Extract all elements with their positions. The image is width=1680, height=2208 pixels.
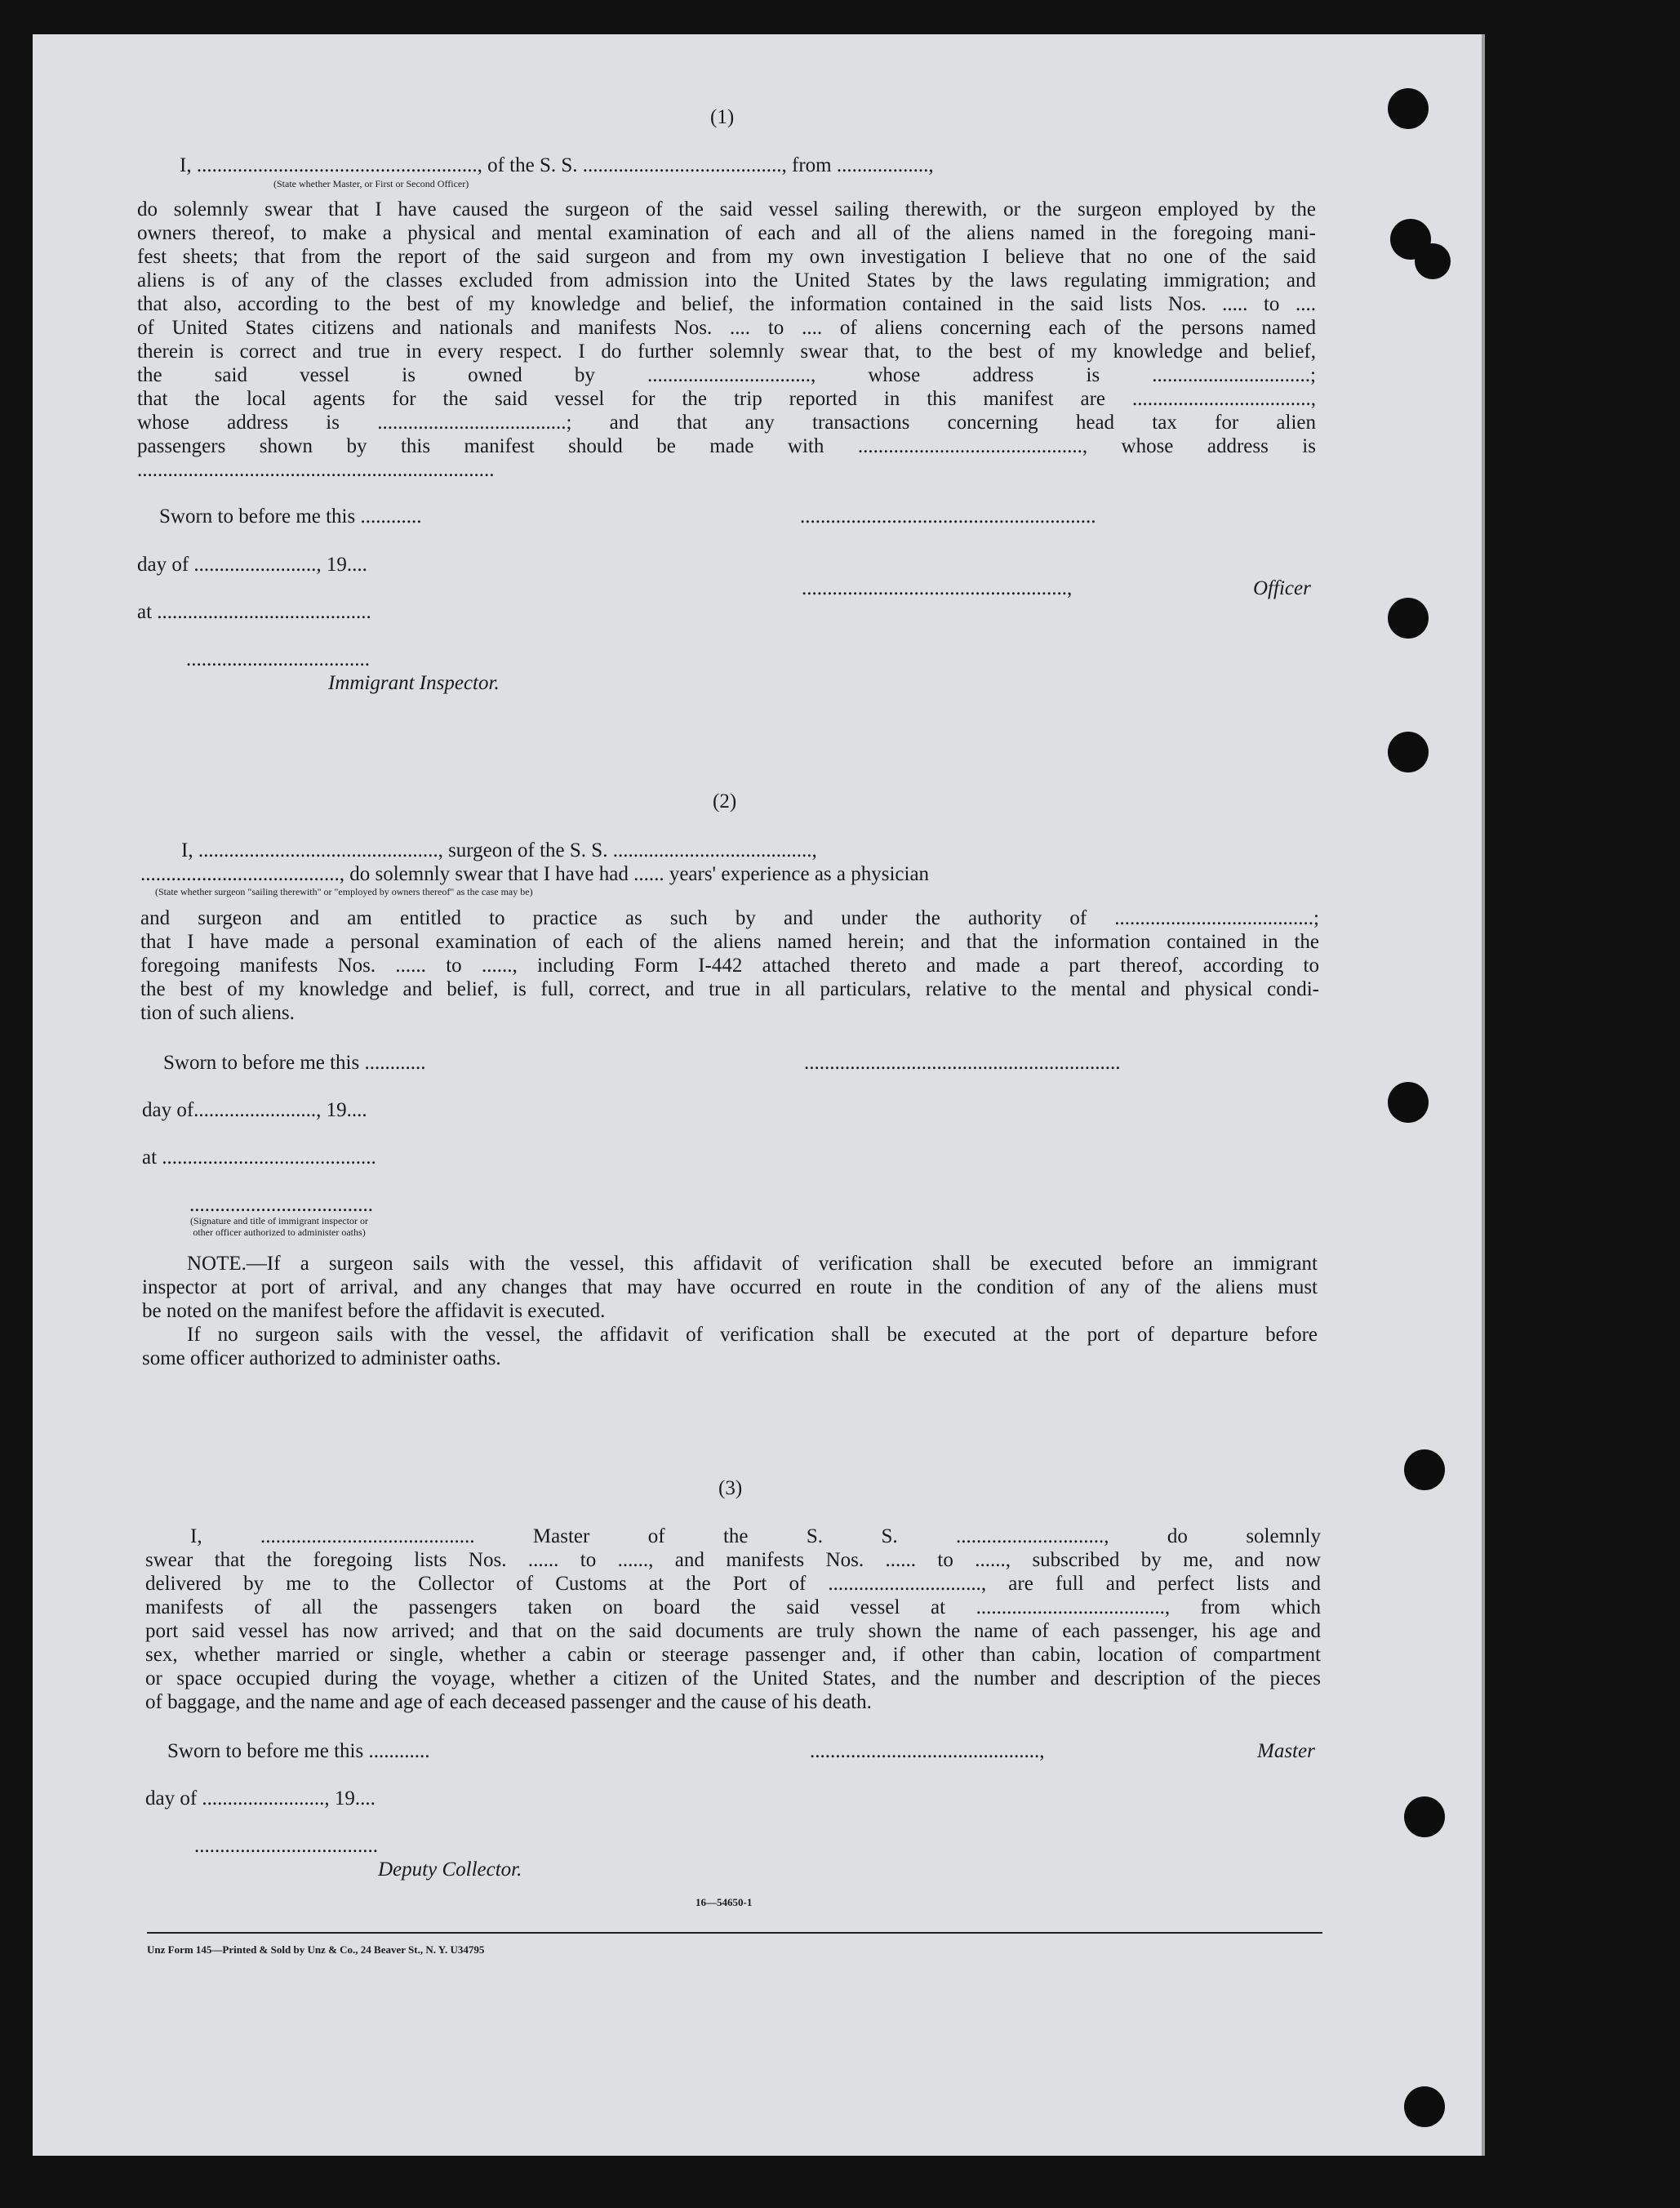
day-of-line: day of........................, 19.... (142, 1099, 367, 1121)
body-line: aliens is of any of the classes excluded from admission into the United States by the laws regulating immigration; and (137, 269, 1316, 292)
note-block (142, 1252, 1318, 1370)
body-line: that I have made a personal examination of each of the aliens named herein; and that the information contained in the (140, 931, 1319, 953)
body-line: that the local agents for the said vessel for the trip reported in this manifest are ..................................., (137, 388, 1316, 410)
inspector-signature-dots: .................................... (186, 648, 370, 670)
sworn-line: Sworn to before me this ............ (163, 1052, 426, 1074)
note-line: some officer authorized to administer oaths. (142, 1347, 501, 1369)
punch-hole (1404, 2086, 1445, 2127)
punch-hole (1388, 1082, 1429, 1123)
body-line: owners thereof, to make a physical and mental examination of each and all of the aliens named in the foregoing mani- (137, 222, 1316, 244)
body-line: the said vessel is owned by ................................, whose address is ...............................; (137, 364, 1316, 386)
printer-imprint: Unz Form 145—Printed & Sold by Unz & Co., 24 Beaver St., N. Y. U34795 (147, 1943, 485, 1956)
section-1-number: (1) (710, 106, 735, 128)
sworn-line: Sworn to before me this ............ (167, 1740, 430, 1762)
inspector-signature-dots: .................................... (189, 1194, 373, 1216)
body-line: and surgeon and am entitled to practice as such by and under the authority of .......................................; (140, 907, 1319, 929)
sworn-line: Sworn to before me this ............ (159, 505, 422, 528)
body-line: I, .......................................... Master of the S. S. ............................., do solemnly (190, 1525, 1321, 1547)
body-line: or space occupied during the voyage, whether a citizen of the United States, and the number and description of the pieces (145, 1667, 1321, 1689)
body-line: delivered by me to the Collector of Customs at the Port of .............................., are full and perfect lists and (145, 1573, 1321, 1595)
footer-rule (147, 1932, 1322, 1934)
body-line: ...................................................................... (137, 459, 495, 481)
section-2-second-line: ......................................., do solemnly swear that I have had ...... years' experience as a physician (140, 863, 930, 885)
body-line: port said vessel has now arrived; and that on the said documents are truly shown the name of each passenger, his age and (145, 1620, 1321, 1642)
signature-note: (Signature and title of immigrant inspector or other officer authorized to administer oaths) (190, 1215, 368, 1238)
note-line: inspector at port of arrival, and any changes that may have occurred en route in the condition of any of the aliens must (142, 1276, 1318, 1298)
punch-hole (1388, 732, 1429, 772)
body-line: that also, according to the best of my knowledge and belief, the information contained in the said lists Nos. ..... to .... (137, 293, 1316, 315)
punch-hole (1415, 243, 1451, 279)
note-line: NOTE.—If a surgeon sails with the vessel, this affidavit of verification shall be executed before an immigrant (187, 1253, 1318, 1275)
day-of-line: day of ........................, 19.... (137, 554, 367, 576)
section-2-first-line: I, ..............................................., surgeon of the S. S. ......................................., (181, 839, 817, 861)
collector-label: Deputy Collector. (378, 1859, 522, 1881)
right-signature-dots: .............................................................. (804, 1052, 1121, 1074)
body-line: fest sheets; that from the report of the said surgeon and from my own investigation I believe that no one of the said (137, 246, 1316, 268)
section-1-first-line: I, ......................................................., of the S. S. ......................................., from .................., (180, 154, 934, 176)
body-line: therein is correct and true in every respect. I do further solemnly swear that, to the best of my knowledge and belief, (137, 341, 1316, 363)
day-of-line: day of ........................, 19.... (145, 1787, 376, 1810)
officer-signature-dots: ...................................................., (802, 577, 1073, 599)
officer-label: Officer (1253, 577, 1311, 599)
body-line: of baggage, and the name and age of each deceased passenger and the cause of his death. (145, 1691, 872, 1713)
inspector-label: Immigrant Inspector. (328, 672, 500, 694)
body-line: of United States citizens and nationals and manifests Nos. .... to .... of aliens concerning each of the persons named (137, 317, 1316, 339)
at-line: at .......................................... (142, 1146, 376, 1169)
section-2-body (140, 906, 1319, 1025)
section-3-body (145, 1525, 1321, 1714)
right-signature-dots: .......................................................... (800, 505, 1096, 528)
surgeon-note: (State whether surgeon "sailing therewith" or "employed by owners thereof" as the case may be) (155, 886, 533, 897)
body-line: tion of such aliens. (140, 1002, 295, 1024)
officer-note: (State whether Master, or First or Second Officer) (273, 178, 469, 189)
master-label: Master (1257, 1740, 1315, 1762)
master-signature-dots: ............................................., (810, 1740, 1045, 1762)
body-line: swear that the foregoing lists Nos. ...... to ......, and manifests Nos. ...... to ......, subscribed by me, and now (145, 1549, 1321, 1571)
at-line: at .......................................... (137, 601, 371, 623)
note-line: be noted on the manifest before the affidavit is executed. (142, 1300, 606, 1322)
collector-signature-dots: .................................... (194, 1835, 378, 1857)
body-line: sex, whether married or single, whether a cabin or steerage passenger and, if other than cabin, location of compartment (145, 1644, 1321, 1666)
punch-hole (1388, 598, 1429, 639)
section-1-body (137, 198, 1316, 482)
body-line: whose address is .....................................; and that any transactions concerning head tax for alien (137, 412, 1316, 434)
body-line: the best of my knowledge and belief, is full, correct, and true in all particulars, relative to the mental and physical condi- (140, 978, 1319, 1000)
body-line: manifests of all the passengers taken on board the said vessel at ....................................., from which (145, 1596, 1321, 1618)
punch-hole (1404, 1796, 1445, 1837)
section-3-number: (3) (718, 1477, 743, 1499)
sheet-edge (1482, 34, 1485, 2156)
form-number: 16—54650-1 (696, 1896, 753, 1908)
body-line: foregoing manifests Nos. ...... to ......, including Form I-442 attached thereto and made a part thereof, according to (140, 955, 1319, 977)
body-line: passengers shown by this manifest should be made with ............................................, whose address is (137, 435, 1316, 457)
body-line: do solemnly swear that I have caused the surgeon of the said vessel sailing therewith, or the surgeon employed by the (137, 198, 1316, 220)
section-2-number: (2) (713, 790, 737, 812)
punch-hole (1388, 88, 1429, 129)
note-line: If no surgeon sails with the vessel, the affidavit of verification shall be executed at the port of departure before (187, 1324, 1318, 1346)
punch-hole (1404, 1449, 1445, 1490)
